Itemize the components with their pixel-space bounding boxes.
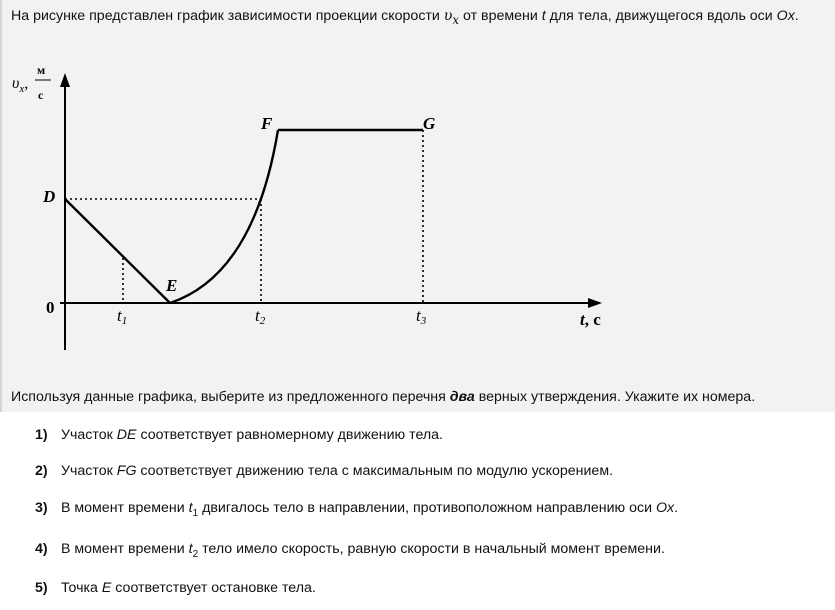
option-number: 2) xyxy=(35,463,48,479)
option-3 xyxy=(35,499,678,523)
t1-label: t1 xyxy=(117,306,128,327)
option-number: 1) xyxy=(35,427,48,443)
question-emphasis: два xyxy=(449,389,475,405)
y-axis-arrow xyxy=(60,73,70,87)
option-text: В момент времени xyxy=(61,541,189,557)
velocity-graph xyxy=(2,45,622,360)
option-number: 5) xyxy=(35,580,48,596)
option-italic: E xyxy=(101,580,112,596)
t2-label: t2 xyxy=(255,306,266,327)
option-subscript: 2 xyxy=(192,548,199,560)
option-subscript: 1 xyxy=(192,507,199,519)
option-text: Участок xyxy=(61,427,117,443)
axis-name: Ox xyxy=(776,8,795,24)
option-text: соответствует остановке тела. xyxy=(111,580,316,596)
intro-part: для тела, движущегося вдоль оси xyxy=(545,8,777,24)
option-italic: FG xyxy=(116,463,137,479)
segment-EF xyxy=(170,130,278,303)
option-text: Участок xyxy=(61,463,117,479)
point-E-label: E xyxy=(166,276,178,295)
velocity-symbol xyxy=(443,8,460,27)
segment-DE xyxy=(65,199,170,303)
option-5 xyxy=(35,579,316,597)
option-number: 4) xyxy=(35,541,48,557)
option-text: В момент времени xyxy=(61,500,189,516)
velocity-subscript: x xyxy=(452,12,460,27)
option-4 xyxy=(35,540,665,564)
intro-text xyxy=(11,7,799,29)
t3-label: t3 xyxy=(416,306,427,327)
y-unit-denominator: с xyxy=(38,88,44,102)
intro-part: На рисунке представлен график зависимости проекции скорости xyxy=(11,8,444,24)
x-axis-label: t, с xyxy=(580,310,601,329)
x-axis-arrow xyxy=(588,298,602,308)
option-text: Точка xyxy=(61,580,102,596)
origin-label: 0 xyxy=(46,298,55,317)
velocity-letter: υ xyxy=(443,8,453,24)
option-text: . xyxy=(674,500,679,516)
option-italic: t xyxy=(188,500,193,516)
option-italic: Ox xyxy=(655,500,675,516)
option-text: соответствует движению тела с максимальным по модулю ускорением. xyxy=(136,463,614,479)
option-text: двигалось тело в направлении, противоположном направлению оси xyxy=(198,500,656,516)
intro-part: . xyxy=(794,8,799,24)
option-text: соответствует равномерному движению тела. xyxy=(136,427,443,443)
question-part: верных утверждения. Укажите их номера. xyxy=(474,389,756,405)
option-number: 3) xyxy=(35,500,48,516)
point-G-label: G xyxy=(423,114,436,133)
point-F-label: F xyxy=(261,114,273,133)
option-italic: t xyxy=(188,541,193,557)
option-italic: DE xyxy=(116,427,137,443)
point-D-label: D xyxy=(43,187,56,206)
y-unit-numerator: м xyxy=(37,63,46,77)
option-1 xyxy=(35,426,443,444)
question-part: Используя данные графика, выберите из предложенного перечня xyxy=(11,389,450,405)
time-symbol: t xyxy=(541,8,546,24)
intro-part: от времени xyxy=(459,8,542,24)
option-2 xyxy=(35,462,613,480)
y-axis-label: $\upsilon_x$, xyxy=(12,75,29,95)
option-text: тело имело скорость, равную скорости в начальный момент времени. xyxy=(198,541,665,557)
question-text xyxy=(11,388,755,406)
